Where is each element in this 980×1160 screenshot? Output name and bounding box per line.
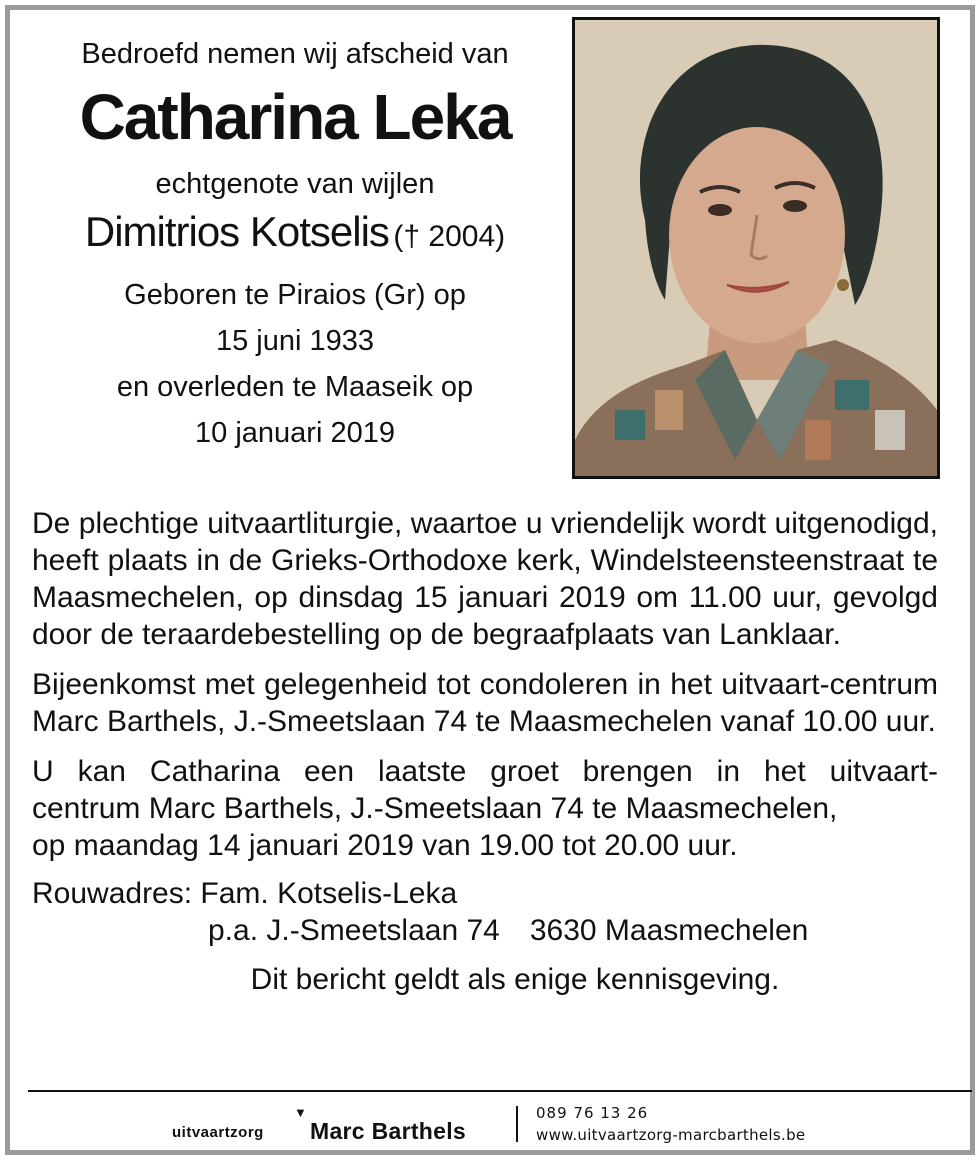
face (669, 127, 845, 343)
address-row (32, 875, 938, 912)
pattern-block-3 (835, 380, 869, 410)
address-label: Rouwadres: (32, 877, 193, 910)
deceased-name: Catharina Leka (79, 81, 511, 153)
birth-date: 15 juni 1933 (215, 325, 375, 357)
farewell-line-2: centrum Marc Barthels, J.-Smeetslaan 74 te Maasmechelen, (32, 792, 838, 825)
pattern-block-1 (615, 410, 645, 440)
portrait-photo (572, 17, 940, 479)
obituary-body (32, 505, 938, 998)
notice-line: Dit bericht geldt als enige kennisgeving. (250, 963, 780, 996)
website-link[interactable]: www.uitvaartzorg-marcbarthels.be (536, 1126, 806, 1144)
obituary-header (30, 30, 560, 456)
birth-line: Geboren te Piraios (Gr) op (124, 279, 466, 311)
address-name: Fam. Kotselis-Leka (200, 877, 458, 910)
portrait-illustration (575, 20, 937, 476)
pattern-block-4 (875, 410, 905, 450)
spouse-intro-line: echtgenote van wijlen (155, 168, 435, 200)
death-line: en overleden te Maaseik op (116, 371, 474, 403)
intro-line: Bedroefd nemen wij afscheid van (81, 38, 509, 70)
arrow-down-icon: ▼ (294, 1105, 307, 1120)
condolence-paragraph: Bijeenkomst met gelegenheid tot condoleren in het uitvaart-centrum Marc Barthels, J.-Smeetslaan 74 te Maasmechelen vanaf 10.00 uur. (32, 668, 938, 738)
farewell-line-3: op maandag 14 januari 2019 van 19.00 tot 20.00 uur. (32, 829, 738, 862)
footer (0, 1096, 970, 1146)
life-dates (30, 272, 560, 456)
right-eye (783, 200, 807, 212)
address-city: 3630 Maasmechelen (529, 914, 809, 947)
brand-prefix: uitvaartzorg (172, 1124, 264, 1141)
spouse-name: Dimitrios Kotselis (84, 208, 389, 255)
death-date: 10 januari 2019 (195, 417, 395, 449)
spouse-name-row (30, 204, 560, 260)
left-eye (708, 204, 732, 216)
footer-rule (28, 1090, 972, 1092)
farewell-line-1: U kan Catharina een laatste groet brengen in het uitvaart- (32, 755, 938, 788)
footer-divider (516, 1106, 518, 1142)
liturgy-paragraph: De plechtige uitvaartliturgie, waartoe u vriendelijk wordt uitgenodigd, heeft plaats in de Grieks-Orthodoxe kerk, Windelsteensteenstraat te Maasmechelen, op dinsdag 15 januari 2019 om 11.00 uur, gevolgd door de teraardebestelling op de begraafplaats van Lanklaar. (32, 507, 938, 651)
address-line-2 (32, 912, 938, 949)
phone-number: 089 76 13 26 (536, 1104, 649, 1122)
farewell-paragraph (32, 753, 938, 864)
earring (837, 279, 849, 291)
pattern-block-2 (655, 390, 683, 430)
address-street: p.a. J.-Smeetslaan 74 (208, 914, 500, 947)
spouse-death-year: († 2004) (393, 220, 506, 253)
brand-name: Marc Barthels (310, 1118, 467, 1144)
pattern-block-5 (805, 420, 831, 460)
